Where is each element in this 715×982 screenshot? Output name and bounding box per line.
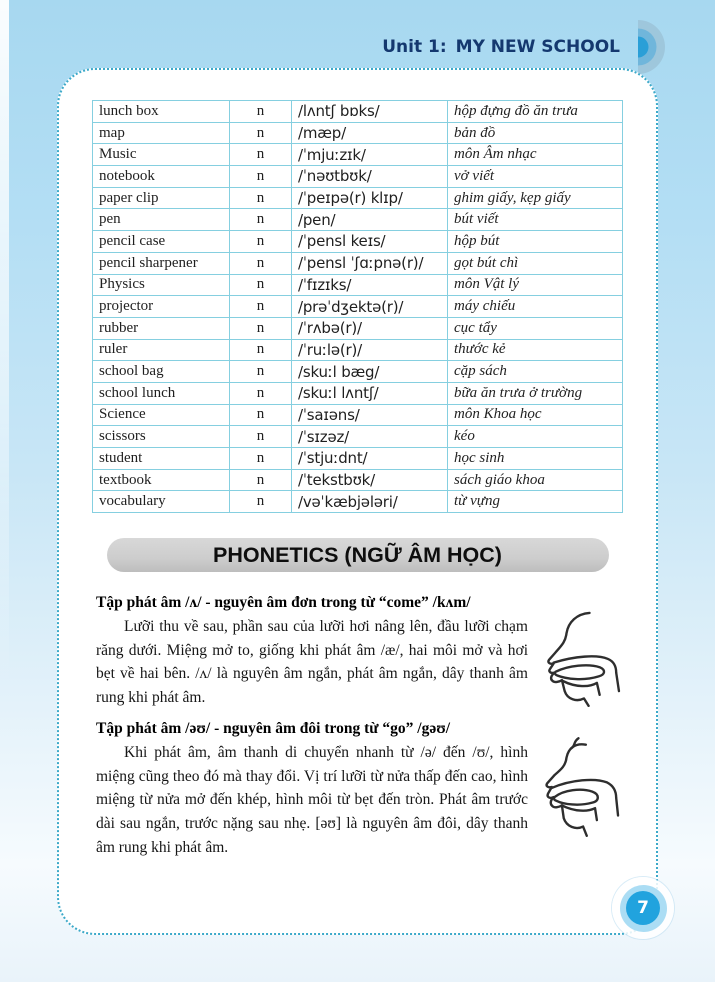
cell-meaning: sách giáo khoa xyxy=(448,469,623,491)
table-row xyxy=(93,187,623,209)
cell-ipa: /mæp/ xyxy=(292,122,448,144)
cell-meaning: cục tẩy xyxy=(448,317,623,339)
cell-word: Science xyxy=(93,404,230,426)
table-row xyxy=(93,144,623,166)
cell-pos: n xyxy=(230,187,292,209)
cell-word: Music xyxy=(93,144,230,166)
cell-meaning: kéo xyxy=(448,426,623,448)
cell-ipa: /ˈpensl keɪs/ xyxy=(292,231,448,253)
cell-ipa: /ˈfɪzɪks/ xyxy=(292,274,448,296)
cell-meaning: từ vựng xyxy=(448,491,623,513)
cell-word: notebook xyxy=(93,166,230,188)
lesson-heading: Tập phát âm /ʌ/ - nguyên âm đơn trong từ “come” /kʌm/ xyxy=(96,594,471,612)
unit-label: Unit 1: xyxy=(382,37,447,57)
cell-pos: n xyxy=(230,209,292,231)
cell-ipa: /ˈtekstbʊk/ xyxy=(292,469,448,491)
page-left-edge xyxy=(0,0,9,687)
phonetics-lesson xyxy=(96,720,626,860)
cell-meaning: học sinh xyxy=(448,448,623,470)
cell-word: school bag xyxy=(93,361,230,383)
cell-word: map xyxy=(93,122,230,144)
concentric-circles-icon xyxy=(638,20,672,74)
table-row xyxy=(93,382,623,404)
unit-title: MY NEW SCHOOL xyxy=(455,37,620,57)
vocab-table-body xyxy=(93,101,623,513)
cell-word: lunch box xyxy=(93,101,230,123)
cell-meaning: hộp đựng đồ ăn trưa xyxy=(448,101,623,123)
cell-pos: n xyxy=(230,144,292,166)
cell-ipa: /ˈsaɪəns/ xyxy=(292,404,448,426)
cell-ipa: /skuːl lʌntʃ/ xyxy=(292,382,448,404)
cell-pos: n xyxy=(230,274,292,296)
cell-ipa: /pen/ xyxy=(292,209,448,231)
cell-pos: n xyxy=(230,252,292,274)
cell-pos: n xyxy=(230,426,292,448)
table-row xyxy=(93,361,623,383)
phonetics-section-title: PHONETICS (NGỮ ÂM HỌC) xyxy=(107,538,609,572)
cell-word: vocabulary xyxy=(93,491,230,513)
cell-meaning: cặp sách xyxy=(448,361,623,383)
cell-word: school lunch xyxy=(93,382,230,404)
phonetics-lesson xyxy=(96,594,626,710)
cell-ipa: /ˈruːlə(r)/ xyxy=(292,339,448,361)
cell-pos: n xyxy=(230,448,292,470)
cell-pos: n xyxy=(230,339,292,361)
cell-ipa: /ˈpensl ˈʃɑːpnə(r)/ xyxy=(292,252,448,274)
table-row xyxy=(93,231,623,253)
mouth-diagram-icon xyxy=(538,735,630,839)
lesson-body xyxy=(96,615,626,710)
cell-ipa: /ˈpeɪpə(r) klɪp/ xyxy=(292,187,448,209)
cell-ipa: /lʌntʃ bɒks/ xyxy=(292,101,448,123)
table-row xyxy=(93,404,623,426)
lesson-paragraph: Khi phát âm, âm thanh di chuyển nhanh từ /ə/ đến /ʊ/, hình miệng cũng theo đó mà thay đổi. Vị trí lưỡi từ nửa thấp đến cao, hình miệng từ nửa mở đến khép, hình môi từ bẹt đến tròn. Phát âm trước dài sau ngắn, trước nặng sau nhẹ. [əʊ] là nguyên âm đôi, dây thanh âm rung khi phát âm. xyxy=(96,743,528,856)
cell-pos: n xyxy=(230,317,292,339)
cell-meaning: môn Khoa học xyxy=(448,404,623,426)
cell-ipa: /ˈrʌbə(r)/ xyxy=(292,317,448,339)
cell-word: paper clip xyxy=(93,187,230,209)
cell-pos: n xyxy=(230,382,292,404)
lesson-body xyxy=(96,741,626,860)
cell-meaning: bút viết xyxy=(448,209,623,231)
unit-header xyxy=(382,37,620,57)
table-row xyxy=(93,469,623,491)
cell-pos: n xyxy=(230,296,292,318)
cell-meaning: bữa ăn trưa ở trường xyxy=(448,382,623,404)
lesson-heading: Tập phát âm /əʊ/ - nguyên âm đôi trong từ “go” /gəʊ/ xyxy=(96,719,451,737)
vocab-table xyxy=(92,100,623,513)
cell-pos: n xyxy=(230,469,292,491)
cell-meaning: thước kẻ xyxy=(448,339,623,361)
cell-ipa: /vəˈkæbjələri/ xyxy=(292,491,448,513)
table-row xyxy=(93,426,623,448)
cell-ipa: /ˈstjuːdnt/ xyxy=(292,448,448,470)
cell-ipa: /ˈnəʊtbʊk/ xyxy=(292,166,448,188)
cell-word: Physics xyxy=(93,274,230,296)
cell-word: pencil sharpener xyxy=(93,252,230,274)
cell-word: ruler xyxy=(93,339,230,361)
cell-ipa: /ˈmjuːzɪk/ xyxy=(292,144,448,166)
page-number-badge xyxy=(612,877,674,939)
cell-pos: n xyxy=(230,122,292,144)
cell-word: pencil case xyxy=(93,231,230,253)
table-row xyxy=(93,317,623,339)
cell-ipa: /skuːl bæg/ xyxy=(292,361,448,383)
cell-pos: n xyxy=(230,491,292,513)
table-row xyxy=(93,296,623,318)
cell-meaning: gọt bút chì xyxy=(448,252,623,274)
table-row xyxy=(93,209,623,231)
cell-word: pen xyxy=(93,209,230,231)
cell-word: scissors xyxy=(93,426,230,448)
cell-meaning: máy chiếu xyxy=(448,296,623,318)
cell-ipa: /prəˈdʒektə(r)/ xyxy=(292,296,448,318)
cell-word: textbook xyxy=(93,469,230,491)
cell-word: projector xyxy=(93,296,230,318)
cell-meaning: bản đồ xyxy=(448,122,623,144)
page-number-ring xyxy=(620,885,667,932)
cell-meaning: ghim giấy, kẹp giấy xyxy=(448,187,623,209)
table-row xyxy=(93,101,623,123)
table-row xyxy=(93,252,623,274)
cell-ipa: /ˈsɪzəz/ xyxy=(292,426,448,448)
page-number: 7 xyxy=(626,891,660,925)
cell-meaning: môn Vật lý xyxy=(448,274,623,296)
cell-meaning: vở viết xyxy=(448,166,623,188)
mouth-diagram-icon xyxy=(538,609,630,707)
lesson-paragraph: Lưỡi thu về sau, phần sau của lưỡi hơi nâng lên, đầu lưỡi chạm răng dưới. Miệng mở to, giống khi phát âm /æ/, hai môi mở và hơi bẹt về hai bên. /ʌ/ là nguyên âm ngắn, phát âm ngắn, dây thanh âm rung khi phát âm. xyxy=(96,618,528,707)
table-row xyxy=(93,491,623,513)
cell-pos: n xyxy=(230,101,292,123)
content-card xyxy=(57,68,658,935)
cell-pos: n xyxy=(230,231,292,253)
cell-meaning: hộp bút xyxy=(448,231,623,253)
table-row xyxy=(93,274,623,296)
cell-pos: n xyxy=(230,361,292,383)
phonetics-lessons xyxy=(59,572,656,859)
table-row xyxy=(93,122,623,144)
table-row xyxy=(93,166,623,188)
table-row xyxy=(93,339,623,361)
cell-pos: n xyxy=(230,166,292,188)
cell-word: student xyxy=(93,448,230,470)
table-row xyxy=(93,448,623,470)
cell-meaning: môn Âm nhạc xyxy=(448,144,623,166)
cell-pos: n xyxy=(230,404,292,426)
cell-word: rubber xyxy=(93,317,230,339)
